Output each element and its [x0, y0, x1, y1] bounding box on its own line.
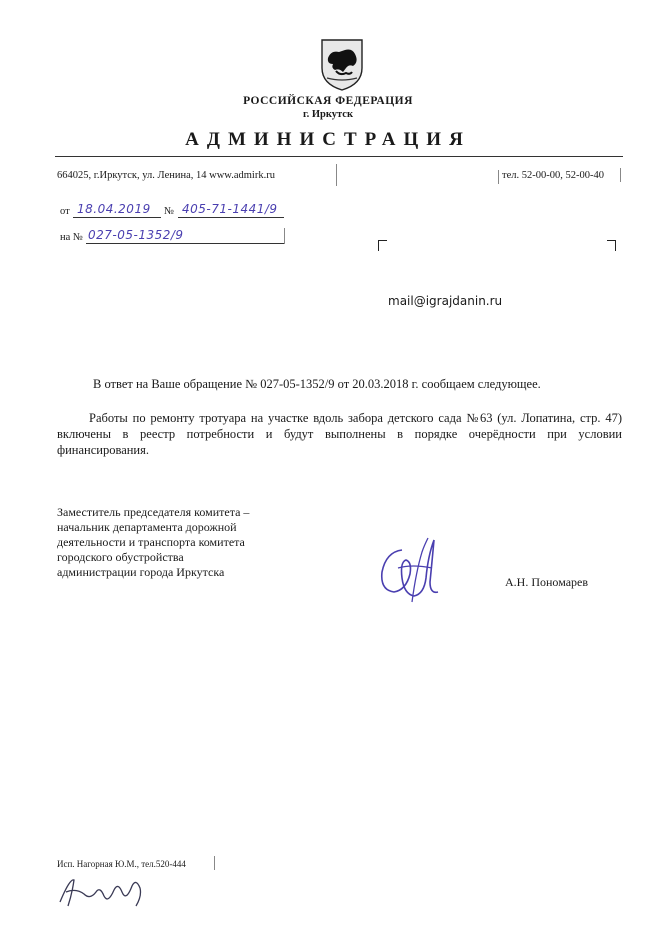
incoming-end-mark [284, 228, 285, 244]
date-label: от [60, 206, 70, 217]
handwritten-signature [372, 532, 452, 610]
signatory-title-line: администрации города Иркутска [57, 565, 225, 579]
body-paragraph-1: В ответ на Ваше обращение № 027-05-1352/9 от 20.03.2018 г. сообщаем следующее. [93, 377, 541, 391]
phones-corner-mark [498, 170, 499, 184]
number-value: 405-71-1441/9 [182, 202, 278, 216]
signatory-name: А.Н. Пономарев [505, 575, 589, 589]
redacted-recipient-area [378, 252, 538, 288]
address-line: 664025, г.Иркутск, ул. Ленина, 14 www.admirk.ru [57, 170, 275, 181]
signatory-title-line: Заместитель председателя комитета – [57, 505, 250, 519]
number-field [178, 203, 284, 218]
date-value: 18.04.2019 [77, 202, 151, 216]
incoming-value: 027-05-1352/9 [88, 228, 184, 242]
address-corner-mark [336, 164, 337, 186]
signatory-title-line: деятельности и транспорта комитета [57, 535, 245, 549]
recipient-email: mail@igrajdanin.ru [388, 294, 503, 308]
organization-title: АДМИНИСТРАЦИЯ [185, 129, 471, 150]
incoming-label: на № [60, 232, 83, 243]
signatory-title-line: городского обустройства [57, 550, 184, 564]
phone-numbers: тел. 52-00-00, 52-00-40 [502, 170, 604, 181]
address-window-corner-right [607, 240, 616, 251]
signatory-title-line: начальник департамента дорожной [57, 520, 237, 534]
signatory-title [57, 505, 249, 580]
address-window-corner-left [378, 240, 387, 251]
executor-info: Исп. Нагорная Ю.М., тел.520-444 [57, 859, 186, 869]
phones-end-mark [620, 168, 621, 182]
incoming-field [86, 229, 284, 244]
country-name: РОССИЙСКАЯ ФЕДЕРАЦИЯ [243, 95, 413, 107]
redacted-salutation-area [245, 332, 455, 362]
body-paragraph-2: Работы по ремонту тротуара на участке вдоль забора детского сада №63 (ул. Лопатина, стр. 47) включены в реестр потребности и будут выполнены в порядке очерёдности при условии финансирования. [57, 411, 622, 457]
date-field [73, 203, 161, 218]
number-label: № [164, 206, 175, 217]
city-name: г. Иркутск [303, 109, 353, 120]
header-divider [55, 156, 623, 157]
executor-end-mark [214, 856, 215, 870]
executor-initials-signature [56, 872, 152, 912]
coat-of-arms-emblem [319, 38, 365, 92]
